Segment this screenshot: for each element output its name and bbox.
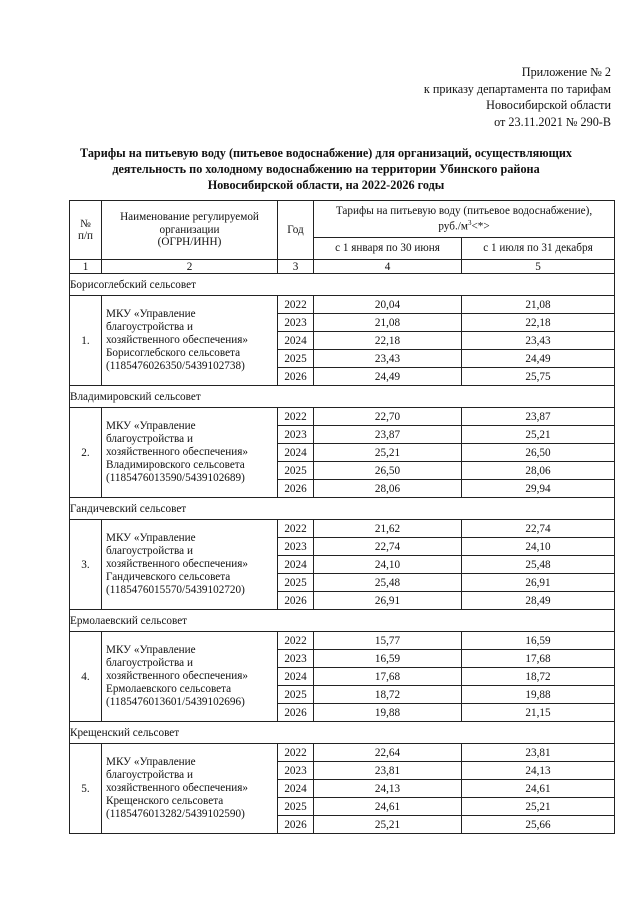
tariff-table-body bbox=[70, 274, 615, 834]
tariff-second-half: 19,88 bbox=[462, 686, 615, 704]
organization-line: благоустройства и bbox=[106, 433, 193, 445]
year-cell: 2023 bbox=[278, 538, 314, 556]
row-index: 2. bbox=[70, 408, 102, 498]
unit-superscript: 3 bbox=[467, 219, 472, 228]
section-name: Гандичевский сельсовет bbox=[70, 498, 615, 520]
footnote-mark: <*> bbox=[471, 220, 490, 233]
row-index: 1. bbox=[70, 296, 102, 386]
section-row bbox=[70, 610, 615, 632]
organization-line: МКУ «Управление bbox=[106, 756, 196, 768]
tariff-second-half: 28,49 bbox=[462, 592, 615, 610]
section-name: Ермолаевский сельсовет bbox=[70, 610, 615, 632]
table-row bbox=[70, 408, 615, 426]
organization-line: Крещенского сельсовета bbox=[106, 795, 224, 807]
organization-line: (1185476013590/5439102689) bbox=[106, 472, 245, 484]
appendix-line: от 23.11.2021 № 290-В bbox=[494, 114, 611, 129]
table-row bbox=[70, 296, 615, 314]
header-org-line: организации bbox=[159, 223, 220, 236]
tariff-second-half: 25,66 bbox=[462, 816, 615, 834]
tariff-first-half: 16,59 bbox=[314, 650, 462, 668]
organization-line: благоустройства и bbox=[106, 769, 193, 781]
tariff-first-half: 23,43 bbox=[314, 350, 462, 368]
year-cell: 2026 bbox=[278, 592, 314, 610]
tariff-second-half: 25,75 bbox=[462, 368, 615, 386]
header-period-second-half: с 1 июля по 31 декабря bbox=[462, 238, 615, 260]
header-org-line: Наименование регулируемой bbox=[120, 211, 259, 224]
year-cell: 2025 bbox=[278, 462, 314, 480]
tariff-second-half: 29,94 bbox=[462, 480, 615, 498]
column-number: 3 bbox=[278, 260, 314, 274]
year-cell: 2022 bbox=[278, 744, 314, 762]
organization-line: хозяйственного обеспечения» bbox=[106, 670, 248, 682]
tariff-first-half: 21,62 bbox=[314, 520, 462, 538]
section-name: Крещенский сельсовет bbox=[70, 722, 615, 744]
year-cell: 2023 bbox=[278, 762, 314, 780]
unit-text: руб./м bbox=[438, 220, 468, 233]
tariff-first-half: 20,04 bbox=[314, 296, 462, 314]
tariff-second-half: 24,61 bbox=[462, 780, 615, 798]
tariff-second-half: 21,08 bbox=[462, 296, 615, 314]
organization-line: МКУ «Управление bbox=[106, 532, 196, 544]
tariff-first-half: 25,21 bbox=[314, 816, 462, 834]
title-line: деятельность по холодному водоснабжению на территории Убинского района bbox=[112, 161, 540, 176]
appendix-block bbox=[424, 64, 611, 130]
tariff-first-half: 22,70 bbox=[314, 408, 462, 426]
tariff-first-half: 22,74 bbox=[314, 538, 462, 556]
tariff-first-half: 19,88 bbox=[314, 704, 462, 722]
tariff-first-half: 18,72 bbox=[314, 686, 462, 704]
tariff-first-half: 23,87 bbox=[314, 426, 462, 444]
tariff-first-half: 24,10 bbox=[314, 556, 462, 574]
year-cell: 2023 bbox=[278, 314, 314, 332]
tariff-second-half: 26,50 bbox=[462, 444, 615, 462]
organization-line: хозяйственного обеспечения» bbox=[106, 446, 248, 458]
year-cell: 2026 bbox=[278, 480, 314, 498]
tariff-first-half: 22,64 bbox=[314, 744, 462, 762]
year-cell: 2024 bbox=[278, 556, 314, 574]
title-line: Тарифы на питьевую воду (питьевое водоснабжение) для организаций, осуществляющих bbox=[80, 146, 572, 160]
organization-line: благоустройства и bbox=[106, 321, 193, 333]
header-tariffs-line: Тарифы на питьевую воду (питьевое водоснабжение), bbox=[335, 204, 593, 217]
organization-line: МКУ «Управление bbox=[106, 420, 196, 432]
tariff-second-half: 24,10 bbox=[462, 538, 615, 556]
column-number: 5 bbox=[462, 260, 615, 274]
organization-line: благоустройства и bbox=[106, 545, 193, 557]
organization-line: (1185476026350/5439102738) bbox=[106, 360, 245, 372]
tariff-second-half: 21,15 bbox=[462, 704, 615, 722]
section-row bbox=[70, 722, 615, 744]
tariff-first-half: 25,21 bbox=[314, 444, 462, 462]
year-cell: 2025 bbox=[278, 686, 314, 704]
organization-line: хозяйственного обеспечения» bbox=[106, 558, 248, 570]
organization-name bbox=[102, 632, 278, 722]
year-cell: 2023 bbox=[278, 650, 314, 668]
tariff-first-half: 24,49 bbox=[314, 368, 462, 386]
tariff-second-half: 24,13 bbox=[462, 762, 615, 780]
year-cell: 2022 bbox=[278, 296, 314, 314]
title-line: Новосибирской области, на 2022-2026 годы bbox=[207, 177, 445, 192]
document-title bbox=[66, 146, 586, 193]
table-row bbox=[70, 744, 615, 762]
organization-line: Гандичевского сельсовета bbox=[106, 571, 231, 583]
row-index: 5. bbox=[70, 744, 102, 834]
tariff-second-half: 17,68 bbox=[462, 650, 615, 668]
organization-line: хозяйственного обеспечения» bbox=[106, 334, 248, 346]
organization-line: Борисоглебского сельсовета bbox=[106, 347, 241, 359]
row-index: 4. bbox=[70, 632, 102, 722]
tariff-second-half: 25,21 bbox=[462, 798, 615, 816]
column-number: 4 bbox=[314, 260, 462, 274]
year-cell: 2025 bbox=[278, 574, 314, 592]
year-cell: 2024 bbox=[278, 668, 314, 686]
tariff-second-half: 24,49 bbox=[462, 350, 615, 368]
year-cell: 2026 bbox=[278, 816, 314, 834]
organization-name bbox=[102, 520, 278, 610]
year-cell: 2022 bbox=[278, 520, 314, 538]
section-row bbox=[70, 274, 615, 296]
column-number: 2 bbox=[102, 260, 278, 274]
header-number bbox=[70, 201, 102, 260]
organization-line: МКУ «Управление bbox=[106, 308, 196, 320]
organization-name bbox=[102, 744, 278, 834]
table-row bbox=[70, 632, 615, 650]
organization-line: Владимировского сельсовета bbox=[106, 459, 245, 471]
tariff-first-half: 26,91 bbox=[314, 592, 462, 610]
header-number-line: № bbox=[80, 217, 91, 230]
column-number: 1 bbox=[70, 260, 102, 274]
tariff-first-half: 26,50 bbox=[314, 462, 462, 480]
appendix-line: к приказу департамента по тарифам bbox=[423, 81, 611, 96]
tariff-first-half: 24,61 bbox=[314, 798, 462, 816]
row-index: 3. bbox=[70, 520, 102, 610]
organization-line: (1185476013282/5439102590) bbox=[106, 808, 245, 820]
organization-line: (1185476013601/5439102696) bbox=[106, 696, 245, 708]
table-row bbox=[70, 520, 615, 538]
organization-name bbox=[102, 408, 278, 498]
organization-line: МКУ «Управление bbox=[106, 644, 196, 656]
year-cell: 2025 bbox=[278, 350, 314, 368]
year-cell: 2024 bbox=[278, 444, 314, 462]
appendix-line: Новосибирской области bbox=[486, 98, 611, 113]
header-tariffs-unit bbox=[314, 217, 614, 233]
header-tariffs bbox=[314, 201, 615, 238]
year-cell: 2026 bbox=[278, 704, 314, 722]
appendix-line: Приложение № 2 bbox=[521, 65, 611, 79]
tariff-first-half: 22,18 bbox=[314, 332, 462, 350]
tariff-second-half: 22,18 bbox=[462, 314, 615, 332]
year-cell: 2022 bbox=[278, 408, 314, 426]
tariff-second-half: 26,91 bbox=[462, 574, 615, 592]
year-cell: 2022 bbox=[278, 632, 314, 650]
organization-name bbox=[102, 296, 278, 386]
tariff-second-half: 23,43 bbox=[462, 332, 615, 350]
header-number-line: п/п bbox=[77, 230, 94, 242]
tariff-second-half: 23,87 bbox=[462, 408, 615, 426]
tariff-second-half: 25,48 bbox=[462, 556, 615, 574]
tariff-first-half: 17,68 bbox=[314, 668, 462, 686]
tariff-second-half: 22,74 bbox=[462, 520, 615, 538]
section-row bbox=[70, 386, 615, 408]
header-period-first-half: с 1 января по 30 июня bbox=[314, 238, 462, 260]
tariff-first-half: 24,13 bbox=[314, 780, 462, 798]
tariff-second-half: 16,59 bbox=[462, 632, 615, 650]
year-cell: 2023 bbox=[278, 426, 314, 444]
year-cell: 2025 bbox=[278, 798, 314, 816]
tariff-first-half: 28,06 bbox=[314, 480, 462, 498]
tariff-table bbox=[69, 200, 615, 834]
header-organization bbox=[102, 201, 278, 260]
organization-line: хозяйственного обеспечения» bbox=[106, 782, 248, 794]
tariff-second-half: 25,21 bbox=[462, 426, 615, 444]
tariff-second-half: 23,81 bbox=[462, 744, 615, 762]
header-org-line: (ОГРН/ИНН) bbox=[157, 236, 222, 249]
tariff-first-half: 23,81 bbox=[314, 762, 462, 780]
tariff-first-half: 21,08 bbox=[314, 314, 462, 332]
section-name: Владимировский сельсовет bbox=[70, 386, 615, 408]
organization-line: Ермолаевского сельсовета bbox=[106, 683, 232, 695]
section-row bbox=[70, 498, 615, 520]
section-name: Борисоглебский сельсовет bbox=[70, 274, 615, 296]
tariff-first-half: 25,48 bbox=[314, 574, 462, 592]
year-cell: 2026 bbox=[278, 368, 314, 386]
organization-line: благоустройства и bbox=[106, 657, 193, 669]
organization-line: (1185476015570/5439102720) bbox=[106, 584, 245, 596]
tariff-first-half: 15,77 bbox=[314, 632, 462, 650]
tariff-second-half: 28,06 bbox=[462, 462, 615, 480]
header-year: Год bbox=[278, 201, 314, 260]
year-cell: 2024 bbox=[278, 332, 314, 350]
year-cell: 2024 bbox=[278, 780, 314, 798]
tariff-second-half: 18,72 bbox=[462, 668, 615, 686]
